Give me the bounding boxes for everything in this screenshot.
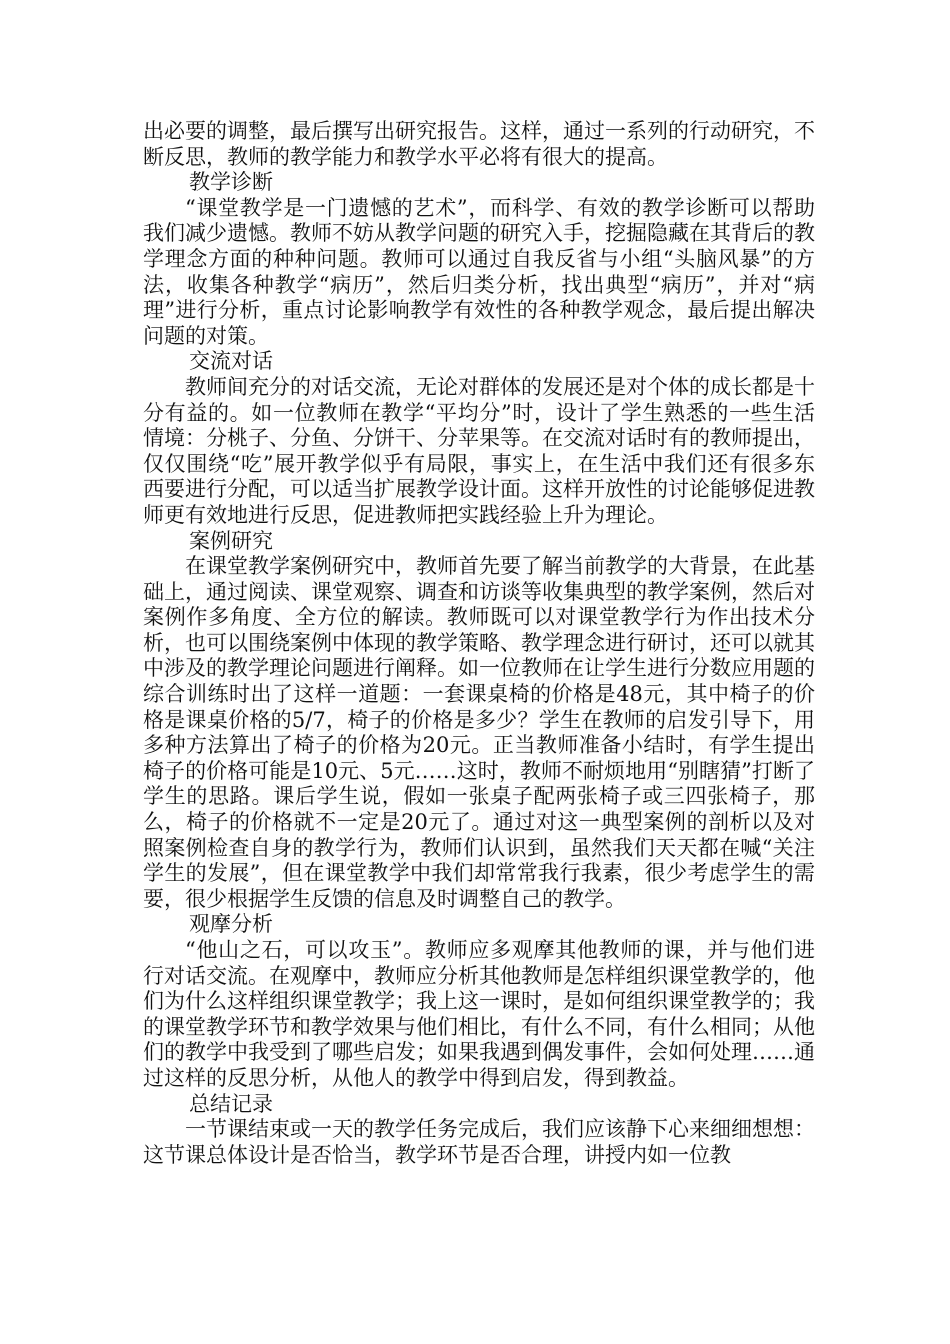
paragraph-summary: 一节课结束或一天的教学任务完成后，我们应该静下心来细细想想：这节课总体设计是否恰当，教学环节是否合理，讲授内如一位教 [143, 1117, 815, 1167]
paragraph-teaching-diagnosis: “课堂教学是一门遗憾的艺术”，而科学、有效的教学诊断可以帮助我们减少遗憾。教师不妨从教学问题的研究入手，挖掘隐藏在其背后的教学理念方面的种种问题。教师可以通过自我反省与小组“头脑风暴”的方法，收集各种教学“病历”，然后归类分析，找出典型“病历”，并对“病理”进行分析，重点讨论影响教学有效性的各种教学观念，最后提出解决问题的对策。 [143, 195, 815, 348]
section-heading-dialogue: 交流对话 [189, 349, 273, 374]
document-page [143, 119, 815, 1168]
section-heading-observation: 观摩分析 [189, 912, 273, 937]
paragraph-dialogue: 教师间充分的对话交流，无论对群体的发展还是对个体的成长都是十分有益的。如一位教师在教学“平均分”时，设计了学生熟悉的一些生活情境：分桃子、分鱼、分饼干、分苹果等。在交流对话时有的教师提出，仅仅围绕“吃”展开教学似乎有局限，事实上，在生活中我们还有很多东西要进行分配，可以适当扩展教学设计面。这样开放性的讨论能够促进教师更有效地进行反思，促进教师把实践经验上升为理论。 [143, 374, 815, 527]
paragraph-observation: “他山之石，可以攻玉”。教师应多观摩其他教师的课，并与他们进行对话交流。在观摩中，教师应分析其他教师是怎样组织课堂教学的，他们为什么这样组织课堂教学；我上这一课时，是如何组织课堂教学的；我的课堂教学环节和教学效果与他们相比，有什么不同，有什么相同；从他们的教学中我受到了哪些启发；如果我遇到偶发事件，会如何处理……通过这样的反思分析，从他人的教学中得到启发，得到教益。 [143, 938, 815, 1090]
paragraph-continuation: 出必要的调整，最后撰写出研究报告。这样，通过一系列的行动研究，不断反思，教师的教学能力和教学水平必将有很大的提高。 [143, 119, 815, 169]
section-heading-teaching-diagnosis: 教学诊断 [189, 170, 273, 195]
paragraph-case-study: 在课堂教学案例研究中，教师首先要了解当前教学的大背景，在此基础上，通过阅读、课堂观察、调查和访谈等收集典型的教学案例，然后对案例作多角度、全方位的解读。教师既可以对课堂教学行为作出技术分析，也可以围绕案例中体现的教学策略、教学理念进行研讨，还可以就其中涉及的教学理论问题进行阐释。如一位教师在让学生进行分数应用题的综合训练时出了这样一道题：一套课桌椅的价格是48元，其中椅子的价格是课桌价格的5/7，椅子的价格是多少？学生在教师的启发引导下，用多种方法算出了椅子的价格为20元。正当教师准备小结时，有学生提出椅子的价格可能是10元、5元……这时，教师不耐烦地用“别瞎猜”打断了学生的思路。课后学生说，假如一张桌子配两张椅子或三四张椅子，那么，椅子的价格就不一定是20元了。通过对这一典型案例的剖析以及对照案例检查自身的教学行为，教师们认识到，虽然我们天天都在喊“关注学生的发展”，但在课堂教学中我们却常常我行我素，很少考虑学生的需要，很少根据学生反馈的信息及时调整自己的教学。 [143, 554, 815, 911]
section-heading-case-study: 案例研究 [189, 528, 273, 553]
section-heading-summary: 总结记录 [189, 1091, 273, 1116]
